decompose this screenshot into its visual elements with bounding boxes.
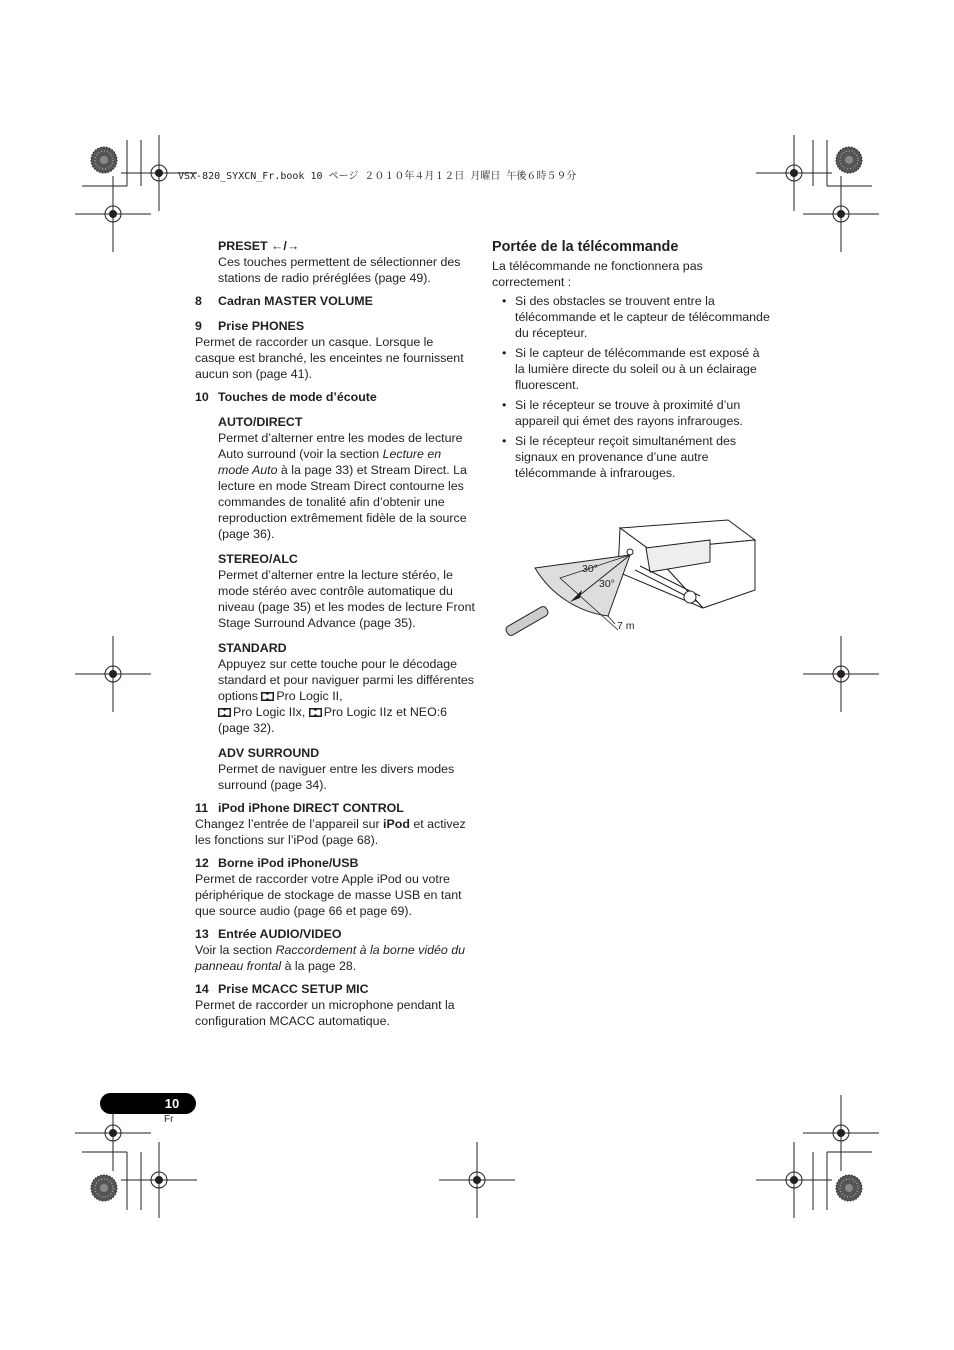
item-10-number: 10 <box>195 390 209 404</box>
standard-pro-logic-iix: Pro Logic IIx, <box>233 705 306 719</box>
print-file-header: VSX-820_SYXCN_Fr.book 10 ページ ２０１０年４月１２日 月曜日 午後６時５９分 <box>178 171 577 182</box>
dolby-double-d-icon <box>309 708 322 717</box>
item-9-body: Permet de raccorder un casque. Lorsque le casque est branché, les enceintes ne fournissent aucun son (page 41). <box>195 335 464 381</box>
auto-direct-section <box>218 414 475 542</box>
item-12-number: 12 <box>195 856 209 870</box>
item-9-heading <box>195 318 475 334</box>
item-10 <box>195 389 475 405</box>
section-title-remote-range: Portée de la télécommande <box>492 239 679 255</box>
auto-direct-body-text: Permet d’alterner entre les modes de lecture Auto surround (voir la section <box>218 431 463 461</box>
item-13-body-text: Voir la section <box>195 943 276 957</box>
preset-body: Ces touches permettent de sélectionner des stations de radio préréglées (page 49). <box>218 255 461 285</box>
item-11-number: 11 <box>195 801 209 815</box>
auto-direct-body-text-end: à la page 33) et Stream Direct. La lecture en mode Stream Direct contourne les commandes de tonalité afin d’obtenir une reproduction extrêmement fidèle de la source (page 36). <box>218 463 467 541</box>
item-14-title: Prise MCACC SETUP MIC <box>218 982 369 996</box>
auto-direct-body <box>218 430 475 542</box>
remote-control-drawing <box>505 605 550 637</box>
item-11-body-text-end: et activez les fonctions sur l’iPod (page 68). <box>195 817 466 847</box>
stereo-alc-title: STEREO/ALC <box>218 552 298 566</box>
preset-heading <box>218 238 475 254</box>
list-item: • Si le capteur de télécommande est exposé à la lumière directe du soleil ou à un éclairage fluorescent. <box>492 345 770 393</box>
auto-direct-title: AUTO/DIRECT <box>218 415 303 429</box>
preset-arrows: ←/→ <box>271 239 300 253</box>
remote-range-bullets <box>492 293 770 481</box>
left-column <box>195 238 475 1036</box>
item-9-title: Prise PHONES <box>218 319 305 333</box>
item-12-heading <box>195 855 475 871</box>
item-11-body-text: Changez l’entrée de l’appareil sur <box>195 817 384 831</box>
item-8-heading <box>195 293 475 309</box>
stereo-alc-body: Permet d’alterner entre la lecture stéréo, le mode stéréo avec contrôle automatique du niveau (page 35) et les modes de lecture Front Stage Surround Advance (page 35). <box>218 568 475 630</box>
item-8-title: Cadran MASTER VOLUME <box>218 294 373 308</box>
right-column <box>492 238 770 485</box>
list-item: • Si des obstacles se trouvent entre la télécommande et le capteur de télécommande du récepteur. <box>492 293 770 341</box>
receiver-drawing <box>618 520 755 608</box>
item-13-body-reference: Raccordement à la borne vidéo du panneau frontal <box>195 943 466 973</box>
item-13-title: Entrée AUDIO/VIDEO <box>218 927 342 941</box>
item-11-body-ipod: iPod <box>383 817 410 831</box>
angle-label-top: 30° <box>582 563 598 575</box>
adv-surround-section <box>218 745 475 793</box>
standard-body-page-ref: (page 32). <box>218 721 275 735</box>
item-8 <box>195 293 475 309</box>
standard-body <box>218 656 475 736</box>
item-11-body <box>195 816 475 848</box>
standard-pro-logic-iiz: Pro Logic IIz et NEO:6 <box>323 705 448 719</box>
remote-range-intro: La télécommande ne fonctionnera pas correctement : <box>492 259 703 289</box>
adv-surround-title: ADV SURROUND <box>218 746 320 760</box>
item-10-heading <box>195 389 475 405</box>
list-item: • Si le récepteur se trouve à proximité d’un appareil qui émet des rayons infrarouges. <box>492 397 770 429</box>
item-13-number: 13 <box>195 927 209 941</box>
page-language: Fr <box>164 1114 174 1125</box>
item-10-title: Touches de mode d’écoute <box>218 390 377 404</box>
item-14-body: Permet de raccorder un microphone pendant la configuration MCACC automatique. <box>195 998 455 1028</box>
item-9 <box>195 318 475 382</box>
stereo-alc-section <box>218 551 475 631</box>
item-11-heading <box>195 800 475 816</box>
preset-title: PRESET <box>218 239 268 253</box>
item-13 <box>195 926 475 974</box>
list-item: • Si le récepteur reçoit simultanément des signaux en provenance d’une autre télécommande à infrarouges. <box>492 433 770 481</box>
item-12 <box>195 855 475 919</box>
item-13-heading <box>195 926 475 942</box>
item-13-body <box>195 942 475 974</box>
item-8-number: 8 <box>195 294 202 308</box>
item-11-title: iPod iPhone DIRECT CONTROL <box>218 801 404 815</box>
item-12-title: Borne iPod iPhone/USB <box>218 856 359 870</box>
adv-surround-body: Permet de naviguer entre les divers modes surround (page 34). <box>218 762 455 792</box>
item-14 <box>195 981 475 1029</box>
dolby-double-d-icon <box>218 708 231 717</box>
angle-label-bottom: 30° <box>599 578 615 590</box>
item-14-heading <box>195 981 475 997</box>
page-number: 10 <box>164 1096 180 1111</box>
standard-title: STANDARD <box>218 641 287 655</box>
item-14-number: 14 <box>195 982 209 996</box>
distance-label: 7 m <box>617 620 635 632</box>
standard-section <box>218 640 475 736</box>
item-13-body-text-end: à la page 28. <box>281 959 357 973</box>
dolby-double-d-icon <box>261 692 274 701</box>
item-9-number: 9 <box>195 319 202 333</box>
standard-body-text: Appuyez sur cette touche pour le décodage standard et pour naviguer parmi les différentes options <box>218 657 474 703</box>
auto-direct-body-reference: Lecture en mode Auto <box>218 447 442 477</box>
remote-range-illustration <box>500 520 760 640</box>
item-12-body: Permet de raccorder votre Apple iPod ou votre périphérique de stockage de masse USB en tant que source audio (page 66 et page 69). <box>195 872 462 918</box>
preset-section <box>218 238 475 286</box>
item-11 <box>195 800 475 848</box>
standard-pro-logic-ii: Pro Logic II, <box>276 689 343 703</box>
